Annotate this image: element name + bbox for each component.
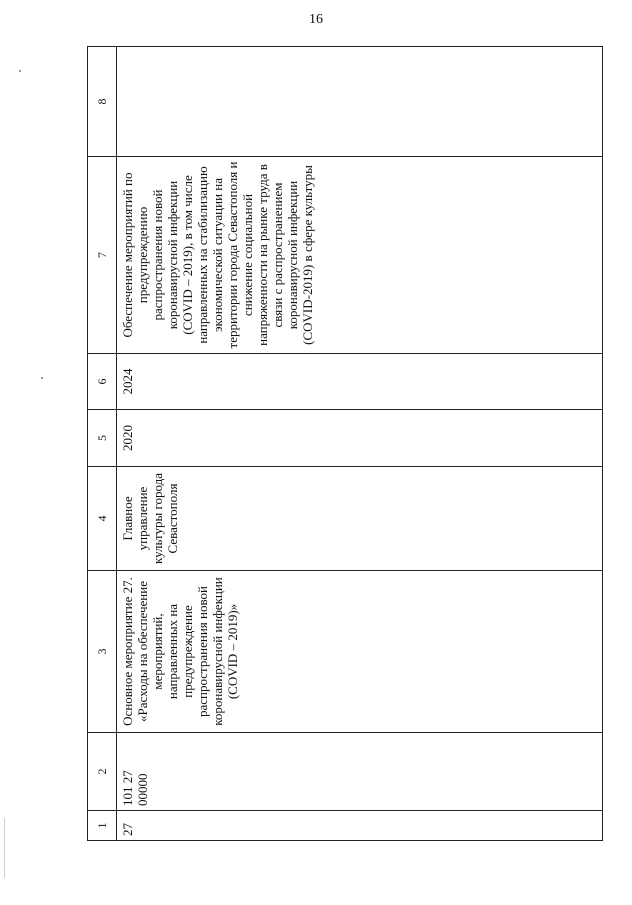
- header-cell-6: 6: [88, 354, 117, 410]
- measure-name-cell: Основное мероприятие 27. «Расходы на обеспечение мероприятий, направленных на предупреждение распространения новой коронавирусной инфекции (COVID – 2019)»: [117, 571, 603, 733]
- table-row: [117, 47, 603, 841]
- header-cell-7: 7: [88, 157, 117, 354]
- scan-speck: [41, 377, 43, 379]
- header-cell-3: 3: [88, 571, 117, 733]
- start-year-cell: 2020: [117, 410, 603, 467]
- header-row: [88, 47, 117, 841]
- rotated-table-wrapper: [87, 47, 603, 841]
- header-cell-8: 8: [88, 47, 117, 157]
- scan-edge-line: [4, 818, 5, 878]
- end-year-cell: 2024: [117, 354, 603, 410]
- header-cell-1: 1: [88, 811, 117, 841]
- header-cell-4: 4: [88, 467, 117, 571]
- notes-cell: [117, 47, 603, 157]
- scan-speck: [19, 70, 21, 72]
- expected-result-cell: Обеспечение мероприятий по предупреждению распространения новой коронавирусной инфекции (COVID – 2019), в том числе направленных на стабилизацию экономической ситуации на территории города Севастополя и снижение социальной напряженности на рынке труда в связи с распространением коронавирусной инфекции (COVID-2019) в сфере культуры: [117, 157, 603, 354]
- executor-cell: Главное управление культуры города Севастополя: [117, 467, 603, 571]
- header-cell-2: 2: [88, 733, 117, 811]
- header-cell-5: 5: [88, 410, 117, 467]
- row-number-cell: 27: [117, 811, 603, 841]
- page-number: 16: [309, 12, 323, 27]
- code-cell: 101 27 00000: [117, 733, 603, 811]
- measures-table: [87, 46, 603, 841]
